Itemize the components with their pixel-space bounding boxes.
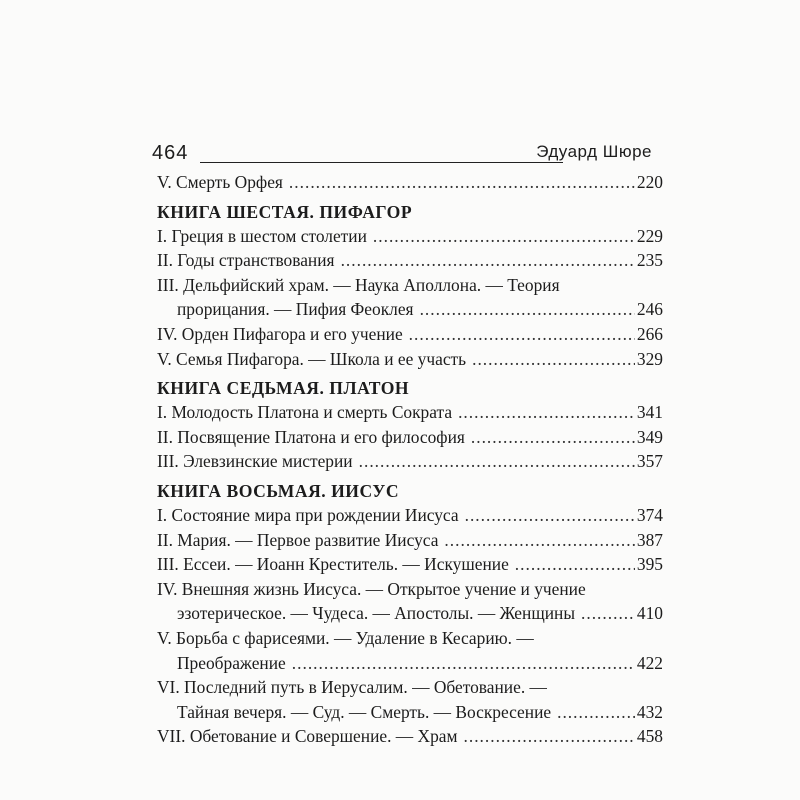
toc-entry-title: II. Посвящение Платона и его философия	[157, 426, 465, 447]
toc-page-number: 329	[636, 348, 663, 369]
toc-entry	[157, 322, 663, 347]
toc-entry	[157, 449, 663, 474]
toc-entry-title: III. Ессеи. — Иоанн Креститель. — Искушение	[157, 554, 509, 575]
toc-entry	[157, 724, 663, 749]
dot-leader	[557, 700, 635, 725]
toc-entry	[157, 528, 663, 553]
toc-entry	[157, 400, 663, 425]
toc-entry	[157, 224, 663, 249]
page-header	[152, 142, 652, 170]
toc-page-number: 266	[636, 323, 663, 344]
toc-entry-title: I. Молодость Платона и смерть Сократа	[157, 402, 453, 423]
toc-entry-title: V. Смерть Орфея	[157, 172, 283, 192]
toc-entry	[157, 552, 663, 577]
toc-page-number: 395	[636, 554, 663, 575]
toc-entry	[157, 675, 663, 724]
dot-leader	[458, 400, 635, 425]
running-head: Эдуард Шюре	[536, 142, 652, 161]
toc-page-number: 374	[636, 504, 663, 525]
header-rule	[200, 162, 563, 163]
toc-entry-title: IV. Внешняя жизнь Иисуса. — Открытое учение и учение	[157, 578, 586, 599]
toc-entry	[157, 626, 663, 675]
toc-entry-title: V. Борьба с фарисеями. — Удаление в Кесарию. —	[157, 627, 534, 648]
toc-entry-title: Тайная вечеря. — Суд. — Смерть. — Воскресение	[177, 701, 552, 722]
toc-entry	[157, 425, 663, 450]
toc-entry-title: III. Элевзинские мистерии	[157, 451, 353, 472]
dot-leader	[464, 724, 635, 749]
dot-leader	[359, 449, 635, 474]
toc-entry	[157, 347, 663, 372]
toc-entry-title: V. Семья Пифагора. — Школа и ее участь	[157, 348, 467, 369]
dot-leader	[373, 224, 635, 249]
toc-entry-title: I. Греция в шестом столетии	[157, 225, 367, 246]
page-number: 464	[152, 142, 189, 164]
toc-page-number: 422	[636, 652, 663, 673]
toc-page-number: 410	[636, 603, 663, 624]
toc-entry-title: II. Мария. — Первое развитие Иисуса	[157, 529, 439, 550]
toc-page-number: 387	[636, 529, 663, 550]
toc-page-number: 349	[636, 426, 663, 447]
toc-page-number: 432	[636, 701, 663, 722]
toc-page-number: 246	[636, 299, 663, 320]
toc-entry-title: эзотерическое. — Чудеса. — Апостолы. — Женщины	[177, 603, 576, 624]
toc-entry	[157, 248, 663, 273]
dot-leader	[409, 322, 635, 347]
dot-leader	[465, 503, 635, 528]
dot-leader	[292, 651, 635, 676]
toc-page-number: 235	[636, 250, 663, 271]
toc-section-heading: КНИГА ВОСЬМАЯ. ИИСУС	[157, 480, 400, 501]
toc-entry-title: IV. Орден Пифагора и его учение	[157, 323, 403, 344]
toc-section-heading: КНИГА СЕДЬМАЯ. ПЛАТОН	[157, 378, 410, 399]
toc-entry-title: I. Состояние мира при рождении Иисуса	[157, 504, 459, 525]
dot-leader	[420, 297, 635, 322]
dot-leader	[581, 601, 635, 626]
toc-entry-title: VII. Обетование и Совершение. — Храм	[157, 726, 458, 747]
table-of-contents	[157, 170, 663, 749]
toc-entry	[157, 503, 663, 528]
toc-page-number: 220	[636, 172, 663, 192]
dot-leader	[341, 248, 635, 273]
toc-entry-title: VI. Последний путь в Иерусалим. — Обетование. —	[157, 677, 547, 698]
toc-entry-title: III. Дельфийский храм. — Наука Аполлона. — Теория	[157, 274, 560, 295]
dot-leader	[289, 170, 635, 195]
toc-entry-title: II. Годы странствования	[157, 250, 335, 271]
toc-page-number: 229	[636, 225, 663, 246]
toc-entry-title: Преображение	[177, 652, 286, 673]
dot-leader	[515, 552, 635, 577]
dot-leader	[444, 528, 634, 553]
toc-entry-title: прорицания. — Пифия Феоклея	[177, 299, 414, 320]
toc-page-number: 357	[636, 451, 663, 472]
toc-section-heading: КНИГА ШЕСТАЯ. ПИФАГОР	[157, 201, 413, 222]
toc-page-number: 458	[636, 726, 663, 747]
toc-entry	[157, 273, 663, 322]
toc-entry	[157, 577, 663, 626]
dot-leader	[471, 425, 635, 450]
dot-leader	[472, 347, 635, 372]
toc-entry	[157, 170, 663, 195]
toc-page-number: 341	[636, 402, 663, 423]
